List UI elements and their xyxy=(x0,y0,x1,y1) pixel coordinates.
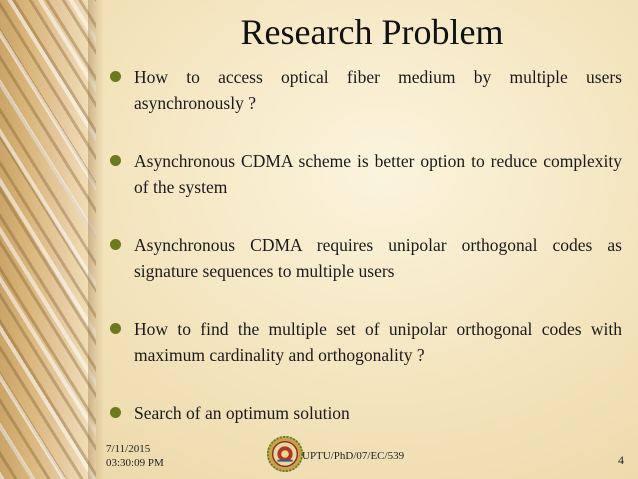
bullet-item xyxy=(104,316,622,368)
bullet-dot-icon xyxy=(110,407,121,418)
bullet-item xyxy=(104,232,622,284)
footer-code: UPTU/PhD/07/EC/539 xyxy=(302,450,405,462)
bullet-text: How to access optical fiber medium by multiple users asynchronously ? xyxy=(134,67,622,113)
bullet-dot-icon xyxy=(110,323,121,334)
bullet-list xyxy=(104,64,622,426)
wood-border-decoration xyxy=(0,0,96,479)
footer-date: 7/11/2015 xyxy=(106,443,151,455)
bullet-item xyxy=(104,148,622,200)
bullet-item xyxy=(104,64,622,116)
bullet-dot-icon xyxy=(110,71,121,82)
bullet-text: Asynchronous CDMA scheme is better option to reduce complexity of the system xyxy=(134,151,622,197)
bullet-text: Search of an optimum solution xyxy=(134,403,350,423)
bullet-dot-icon xyxy=(110,155,121,166)
page-number: 4 xyxy=(618,453,624,467)
university-seal-icon xyxy=(266,435,304,473)
bullet-text: Asynchronous CDMA requires unipolar orthogonal codes as signature sequences to multiple users xyxy=(134,235,622,281)
slide-title: Research Problem xyxy=(240,12,504,52)
wood-border-shadow xyxy=(88,0,104,479)
footer-datetime xyxy=(106,442,164,470)
bullet-text: How to find the multiple set of unipolar orthogonal codes with maximum cardinality and orthogonality ? xyxy=(134,319,622,365)
bullet-dot-icon xyxy=(110,239,121,250)
footer-time: 03:30:09 PM xyxy=(106,457,164,469)
bullet-item xyxy=(104,400,622,426)
